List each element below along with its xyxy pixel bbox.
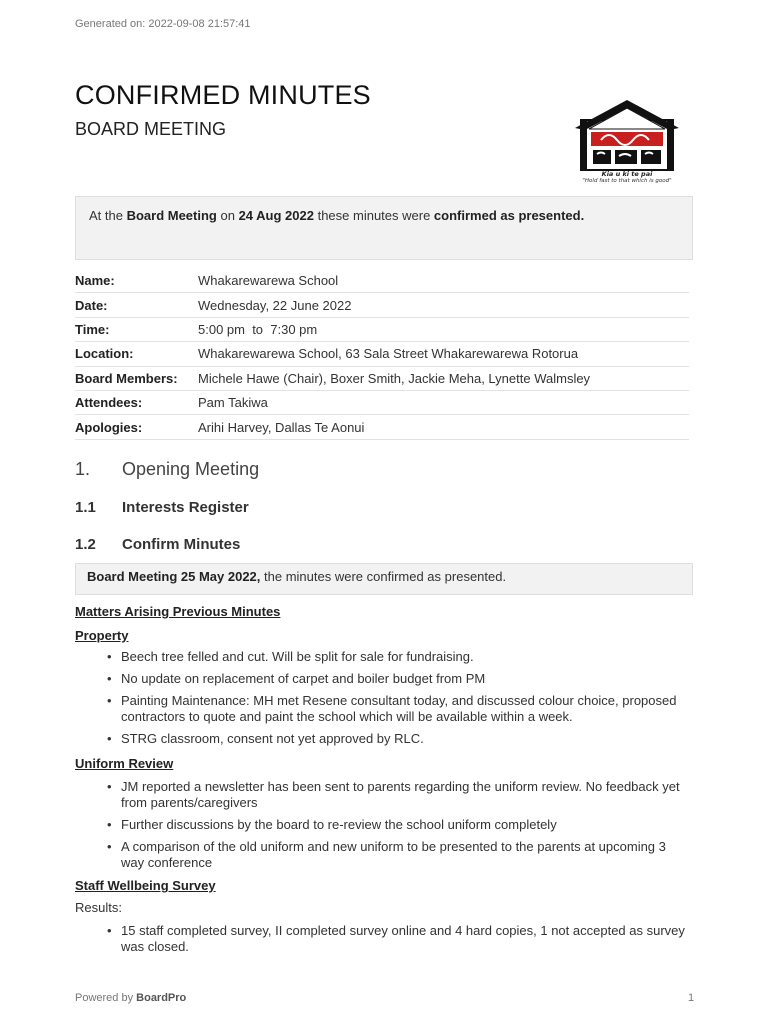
details-row-location <box>75 342 689 366</box>
list-item: • Painting Maintenance: MH met Resene consultant today, and discussed colour choice, proposed contractors to quote and paint the school which will be available within a week. <box>121 693 691 725</box>
logo-motto-translation: "Hold fast to that which is good" <box>582 178 672 184</box>
confirm-meeting: Board Meeting <box>126 208 217 223</box>
details-label: Apologies: <box>75 415 198 439</box>
footer-powered-by <box>75 992 186 1004</box>
details-row-apologies <box>75 415 689 439</box>
minutes-box-text: the minutes were confirmed as presented. <box>260 569 507 584</box>
details-row-time <box>75 317 689 341</box>
minutes-confirmation-box <box>75 563 693 595</box>
document-subtitle: BOARD MEETING <box>75 119 227 139</box>
footer-brand: BoardPro <box>136 992 187 1004</box>
section-opening-meeting <box>75 459 259 480</box>
wellbeing-list <box>75 923 691 961</box>
uniform-review-heading: Uniform Review <box>75 756 174 771</box>
list-item: • A comparison of the old uniform and new uniform to be presented to the parents at upcoming 3 way conference <box>121 839 691 871</box>
details-value: Whakarewarewa School, 63 Sala Street Whakarewarewa Rotorua <box>198 342 689 366</box>
list-item: • JM reported a newsletter has been sent to parents regarding the uniform review. No feedback yet from parents/caregivers <box>121 779 691 811</box>
confirm-status: confirmed as presented. <box>433 208 585 223</box>
staff-wellbeing-heading: Staff Wellbeing Survey <box>75 878 216 893</box>
details-row-board-members <box>75 366 689 390</box>
footer-powered-text: Powered by <box>75 992 137 1004</box>
logo-caption <box>571 170 683 184</box>
logo-motto: Kia u ki te pai <box>601 170 653 178</box>
section-number: 1. <box>75 459 91 479</box>
confirm-on: on <box>216 208 239 223</box>
matters-arising-heading: Matters Arising Previous Minutes <box>75 604 281 619</box>
details-value: Michele Hawe (Chair), Boxer Smith, Jackie Meha, Lynette Walmsley <box>198 366 689 390</box>
section-title: Opening Meeting <box>122 459 260 479</box>
subsection-interests-register <box>75 499 249 516</box>
document-title: CONFIRMED MINUTES <box>75 80 371 110</box>
details-label: Location: <box>75 342 198 366</box>
details-row-date <box>75 293 689 317</box>
list-item: • Beech tree felled and cut. Will be split for sale for fundraising. <box>121 649 691 665</box>
details-row-name <box>75 269 689 293</box>
details-value: Arihi Harvey, Dallas Te Aonui <box>198 415 689 439</box>
property-heading: Property <box>75 628 129 643</box>
details-label: Date: <box>75 293 198 317</box>
uniform-list <box>75 779 691 877</box>
details-value: Wednesday, 22 June 2022 <box>198 293 689 317</box>
page-number: 1 <box>688 992 695 1004</box>
subsection-confirm-minutes <box>75 536 240 553</box>
subsection-title: Confirm Minutes <box>122 536 241 553</box>
property-list <box>75 649 691 753</box>
confirm-prefix: At the <box>89 208 127 223</box>
details-value: 5:00 pm to 7:30 pm <box>198 317 689 341</box>
details-label: Time: <box>75 317 198 341</box>
details-row-attendees <box>75 390 689 414</box>
list-item: • 15 staff completed survey, II completed survey online and 4 hard copies, 1 not accepted as survey was closed. <box>121 923 691 955</box>
confirm-date: 24 Aug 2022 <box>238 208 314 223</box>
details-label: Name: <box>75 269 198 293</box>
list-item: • STRG classroom, consent not yet approved by RLC. <box>121 731 691 747</box>
subsection-number: 1.1 <box>75 499 96 516</box>
details-value: Whakarewarewa School <box>198 269 689 293</box>
confirmation-box <box>75 196 693 260</box>
results-label: Results: <box>75 900 122 915</box>
list-item: • Further discussions by the board to re-review the school uniform completely <box>121 817 691 833</box>
confirm-middle: these minutes were <box>313 208 434 223</box>
subsection-title: Interests Register <box>122 499 249 516</box>
generated-timestamp: Generated on: 2022-09-08 21:57:41 <box>75 18 251 30</box>
details-label: Board Members: <box>75 366 198 390</box>
subsection-number: 1.2 <box>75 536 96 553</box>
details-value: Pam Takiwa <box>198 390 689 414</box>
meeting-details-table <box>75 269 689 440</box>
details-label: Attendees: <box>75 390 198 414</box>
minutes-box-meeting: Board Meeting 25 May 2022, <box>87 569 261 584</box>
list-item: • No update on replacement of carpet and boiler budget from PM <box>121 671 691 687</box>
